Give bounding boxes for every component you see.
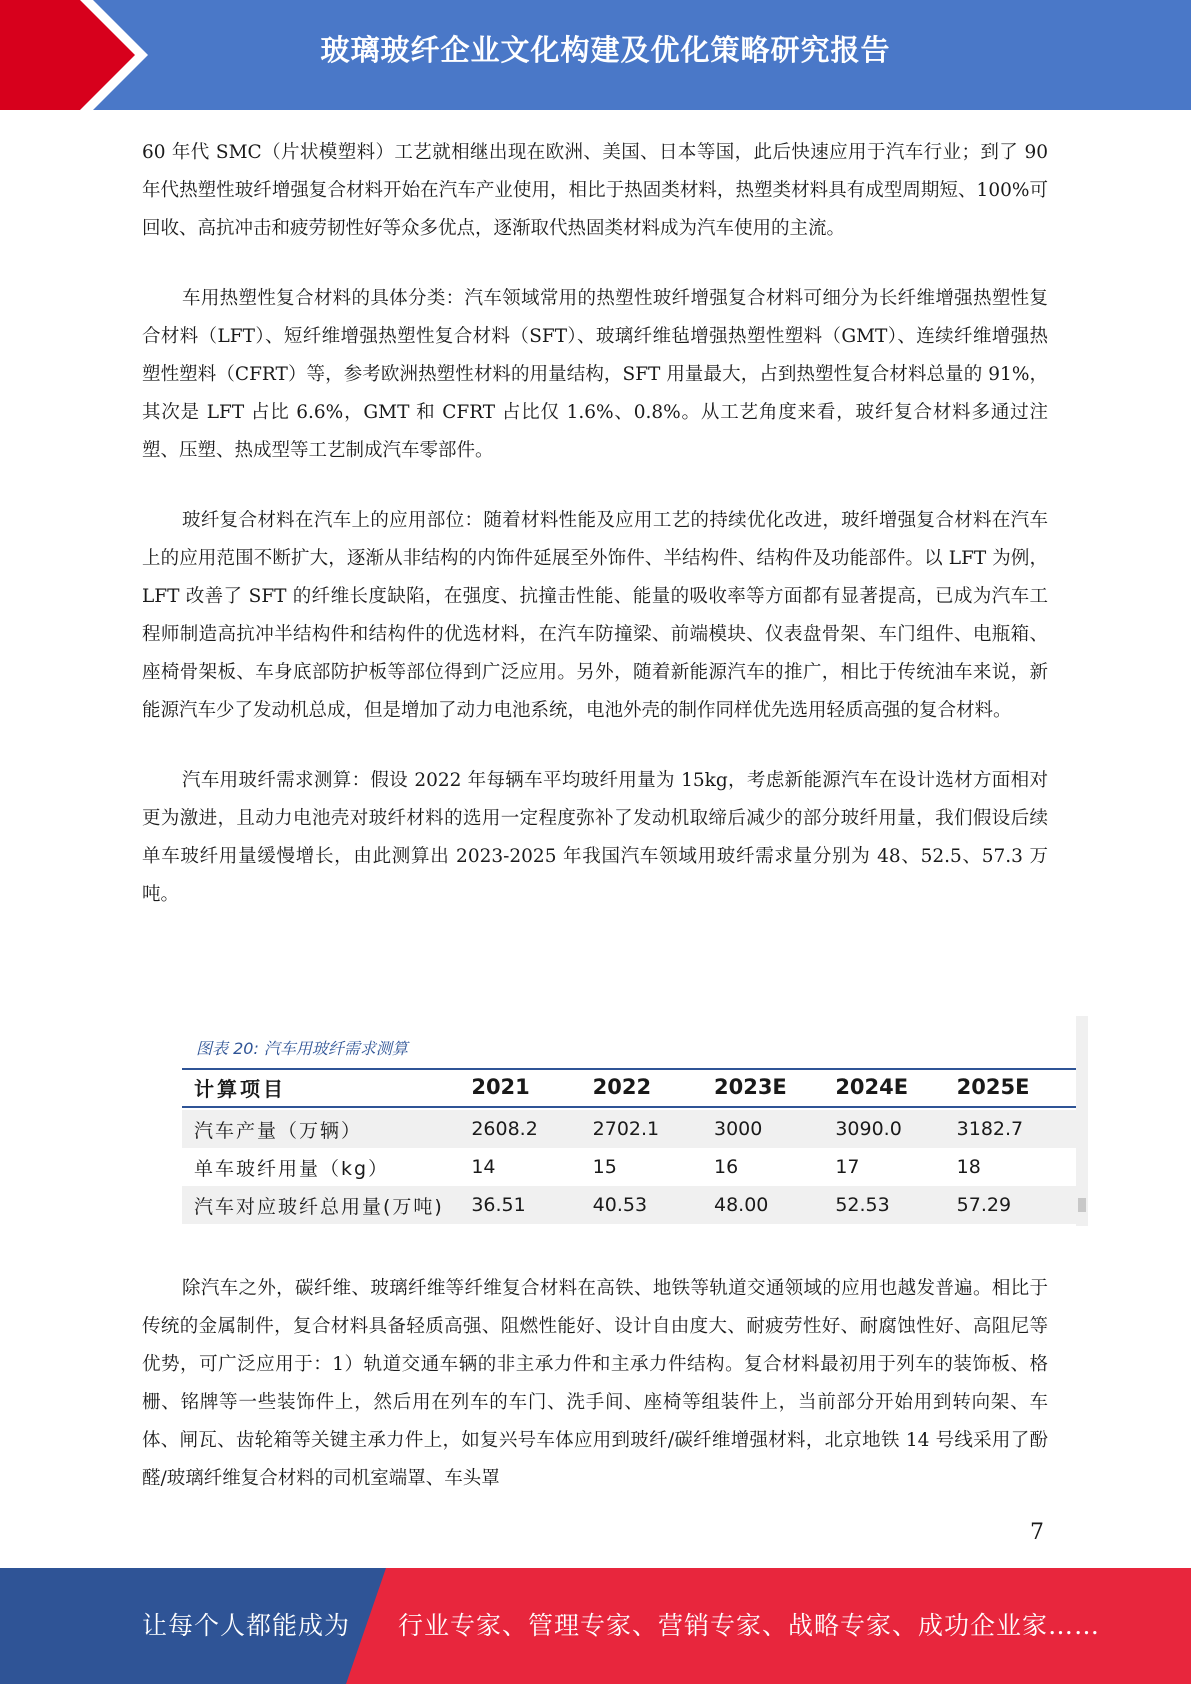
- table-cell: 汽车对应玻纤总用量(万吨): [194, 1195, 444, 1218]
- paragraph-smc-history: 60 年代 SMC（片状模塑料）工艺就相继出现在欧洲、美国、日本等国，此后快速应用于汽车行业；到了 90 年代热塑性玻纤增强复合材料开始在汽车产业使用，相比于热固类材料，热塑类材料具有成型周期短、100%可回收、高抗冲击和疲劳韧性好等众多优点，逐渐取代热固类材料成为汽车使用的主流。: [142, 142, 1048, 239]
- table-cell: 3000: [713, 1118, 763, 1140]
- table-cell: 57.29: [956, 1194, 1012, 1216]
- table-cell: 15: [592, 1156, 617, 1178]
- table-row: [182, 1186, 1078, 1224]
- table-cell: 3090.0: [835, 1118, 902, 1140]
- table-header-cell: 2021: [471, 1075, 530, 1099]
- paragraph-demand-estimate: 汽车用玻纤需求测算：假设 2022 年每辆车平均玻纤用量为 15kg，考虑新能源汽车在设计选材方面相对更为激进，且动力电池壳对玻纤材料的选用一定程度弥补了发动机取缔后减少的部分玻纤用量，我们假设后续单车玻纤用量缓慢增长，由此测算出 2023-2025 年我国汽车领域用玻纤需求量分别为 48、52.5、57.3 万吨。: [142, 770, 1048, 905]
- report-body-continued: [142, 1270, 1048, 1530]
- table-cell: 2608.2: [471, 1118, 538, 1140]
- table-row: [182, 1148, 1078, 1186]
- table-cell: 40.53: [592, 1194, 648, 1216]
- table-cell: 单车玻纤用量（kg）: [194, 1157, 390, 1180]
- table-cell: 3182.7: [956, 1118, 1024, 1140]
- footer-slogan-left: 让每个人都能成为: [142, 1611, 351, 1640]
- table-header-rule: [182, 1106, 1078, 1108]
- figure-scrollbar[interactable]: [1076, 1016, 1088, 1226]
- table-cell: 14: [471, 1156, 496, 1178]
- report-body: [142, 134, 1048, 946]
- paragraph-application-parts: 玻纤复合材料在汽车上的应用部位：随着材料性能及应用工艺的持续优化改进，玻纤增强复合材料在汽车上的应用范围不断扩大，逐渐从非结构的内饰件延展至外饰件、半结构件、结构件及功能部件。以 LFT 为例，LFT 改善了 SFT 的纤维长度缺陷，在强度、抗撞击性能、能量的吸收率等方面都有显著提高，已成为汽车工程师制造高抗冲半结构件和结构件的优选材料，在汽车防撞梁、前端模块、仪表盘骨架、车门组件、电瓶箱、座椅骨架板、车身底部防护板等部位得到广泛应用。另外，随着新能源汽车的推广，相比于传统油车来说，新能源汽车少了发动机总成，但是增加了动力电池系统，电池外壳的制作同样优先选用轻质高强的复合材料。: [142, 510, 1048, 721]
- table-header-cell: 2022: [592, 1075, 652, 1099]
- table-cell: 52.53: [835, 1194, 890, 1216]
- footer-slogan-right: 行业专家、管理专家、营销专家、战略专家、成功企业家……: [398, 1611, 1101, 1640]
- table-cell: 17: [835, 1156, 860, 1178]
- table-cell: 18: [956, 1156, 981, 1178]
- table-cell: 2702.1: [592, 1118, 660, 1140]
- table-row: [182, 1110, 1078, 1148]
- table-header-cell: 2023E: [713, 1075, 787, 1099]
- figure-caption: 图表 20: 汽车用玻纤需求测算: [196, 1039, 408, 1058]
- paragraph-thermoplastic-classification: 车用热塑性复合材料的具体分类：汽车领域常用的热塑性玻纤增强复合材料可细分为长纤维增强热塑性复合材料（LFT）、短纤维增强热塑性复合材料（SFT）、玻璃纤维毡增强热塑性塑料（GMT）、连续纤维增强热塑性塑料（CFRT）等，参考欧洲热塑性材料的用量结构，SFT 用量最大，占到热塑性复合材料总量的 91%，其次是 LFT 占比 6.6%，GMT 和 CFRT 占比仅 1.6%、0.8%。从工艺角度来看，玻纤复合材料多通过注塑、压塑、热成型等工艺制成汽车零部件。: [142, 288, 1048, 461]
- table-header-row: [182, 1068, 1078, 1106]
- page-number: 7: [1030, 1520, 1044, 1545]
- figure-scrollbar-thumb[interactable]: [1078, 1198, 1086, 1212]
- table-header-cell: 2025E: [956, 1075, 1030, 1099]
- paragraph-rail-transit: 除汽车之外，碳纤维、玻璃纤维等纤维复合材料在高铁、地铁等轨道交通领域的应用也越发普遍。相比于传统的金属制件，复合材料具备轻质高强、阻燃性能好、设计自由度大、耐疲劳性好、耐腐蚀性好、高阻尼等优势，可广泛应用于：1）轨道交通车辆的非主承力件和主承力件结构。复合材料最初用于列车的装饰板、格栅、铭牌等一些装饰件上，然后用在列车的车门、洗手间、座椅等组装件上，当前部分开始用到转向架、车体、闸瓦、齿轮箱等关键主承力件上，如复兴号车体应用到玻纤/碳纤维增强材料，北京地铁 14 号线采用了酚醛/玻璃纤维复合材料的司机室端罩、车头罩: [142, 1278, 1048, 1489]
- header-title: 玻璃玻纤企业文化构建及优化策略研究报告: [320, 33, 891, 67]
- table-cell: 36.51: [471, 1194, 526, 1216]
- page-header: [0, 0, 1191, 110]
- table-cell: 16: [713, 1156, 739, 1178]
- table-cell: 汽车产量（万辆）: [194, 1119, 363, 1142]
- figure-demand-table: [182, 1016, 1088, 1226]
- table-header-cell: 2024E: [835, 1075, 909, 1099]
- table-cell: 48.00: [713, 1194, 769, 1216]
- page-footer: [0, 1568, 1191, 1684]
- table-header-cell: 计算项目: [194, 1076, 286, 1101]
